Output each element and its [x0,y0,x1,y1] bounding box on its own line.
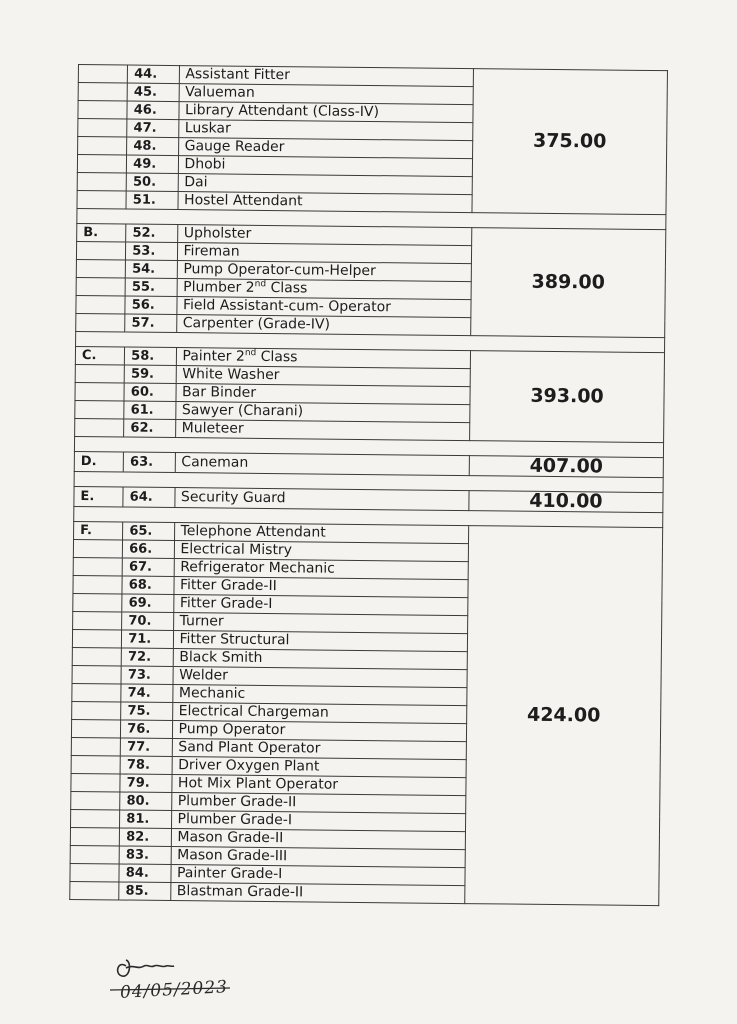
serial-number-cell: 65. [123,522,174,541]
serial-number-cell: 53. [126,242,177,261]
group-letter-cell [73,593,122,612]
group-letter-cell [73,557,122,576]
designation-cell: Fireman [177,243,472,264]
group-letter-cell [78,119,127,138]
designation-superscript: nd [244,348,257,359]
group-letter-cell [73,575,122,594]
group-letter-cell [76,277,125,296]
serial-number-cell: 72. [121,648,172,667]
serial-number-cell: 74. [121,684,172,703]
group-letter-cell: D. [74,451,123,472]
serial-number-cell: 50. [126,173,177,192]
designation-cell: Electrical Chargeman [172,703,467,724]
daily-rate-cell: 375.00 [472,69,667,215]
group-letter-cell [72,683,121,702]
designation-cell: Black Smith [173,649,468,670]
serial-number-cell: 71. [122,630,173,649]
group-letter-cell [76,313,125,332]
group-letter-cell [78,83,127,102]
group-letter-cell [72,629,121,648]
group-letter-cell: B. [77,223,126,242]
designation-cell: Library Attendant (Class-IV) [178,102,473,123]
daily-rate-cell: 410.00 [469,491,663,513]
serial-number-cell: 81. [120,810,171,829]
group-letter-cell [73,611,122,630]
group-letter-cell [75,400,124,419]
designation-cell: Electrical Mistry [174,541,469,562]
designation-cell: Sand Plant Operator [172,739,467,760]
serial-number-cell: 79. [120,774,171,793]
designation-cell: Valueman [179,84,474,105]
serial-number-cell: 47. [127,119,178,138]
designation-cell: Hot Mix Plant Operator [171,775,466,796]
serial-number-cell: 63. [123,452,174,473]
serial-number-cell: 54. [126,260,177,279]
group-letter-cell [71,791,120,810]
designation-cell: Plumber Grade-I [171,811,466,832]
serial-number-cell: 62. [124,419,175,438]
group-letter-cell: C. [75,346,124,365]
serial-number-cell: 75. [121,702,172,721]
serial-number-cell: 51. [126,191,177,210]
designation-cell: White Washer [176,366,471,387]
group-letter-cell [70,827,119,846]
designation-cell: Field Assistant-cum- Operator [176,297,471,318]
designation-superscript: nd [254,279,267,290]
daily-rate-cell: 389.00 [471,228,666,338]
serial-number-cell: 80. [120,792,171,811]
designation-cell: Mason Grade-II [171,829,466,850]
serial-number-cell: 45. [127,83,178,102]
group-letter-cell [76,295,125,314]
designation-text: Painter 2 [182,348,245,365]
group-letter-cell [71,755,120,774]
serial-number-cell: 82. [120,828,171,847]
serial-number-cell: 46. [127,101,178,120]
designation-cell: Bar Binder [175,384,470,405]
signature-date: 04/05/2023 [119,977,229,1003]
group-letter-cell [72,665,121,684]
group-letter-cell [75,382,124,401]
group-letter-cell [78,101,127,120]
designation-cell: Painter Grade-I [170,865,465,886]
designation-cell: Gauge Reader [178,138,473,159]
daily-rate-cell: 424.00 [465,526,663,906]
wage-rate-table-body [70,65,668,906]
designation-cell: Muleteer [175,420,470,441]
group-letter-cell [78,65,127,84]
group-letter-cell [72,647,121,666]
designation-cell: Sawyer (Charani) [175,402,470,423]
designation-cell: Pump Operator-cum-Helper [177,261,472,282]
group-letter-cell [72,701,121,720]
group-letter-cell [70,845,119,864]
serial-number-cell: 55. [125,278,176,297]
serial-number-cell: 73. [121,666,172,685]
group-letter-cell: E. [74,486,123,507]
group-letter-cell [76,241,125,260]
designation-cell: Caneman [175,453,470,476]
serial-number-cell: 69. [122,594,173,613]
serial-number-cell: 52. [126,224,177,243]
designation-cell: Carpenter (Grade-IV) [176,315,471,336]
designation-cell: Mason Grade-III [171,847,466,868]
signature-block [104,954,254,1014]
group-letter-cell [75,418,124,437]
designation-cell [177,279,472,300]
serial-number-cell: 84. [119,864,170,883]
group-letter-cell [71,719,120,738]
designation-cell: Assistant Fitter [179,66,474,87]
serial-number-cell: 67. [122,558,173,577]
serial-number-cell: 60. [124,383,175,402]
designation-cell: Fitter Grade-I [173,595,468,616]
group-letter-cell [70,881,119,900]
group-letter-cell [70,863,119,882]
serial-number-cell: 85. [119,882,170,901]
designation-cell: Welder [173,667,468,688]
group-letter-cell [73,539,122,558]
group-letter-cell [75,364,124,383]
serial-number-cell: 57. [125,314,176,333]
serial-number-cell: 49. [127,155,178,174]
group-letter-cell [71,809,120,828]
serial-number-cell: 58. [125,347,176,366]
designation-cell: Fitter Grade-II [173,577,468,598]
group-letter-cell [76,259,125,278]
designation-cell: Mechanic [172,685,467,706]
designation-cell: Refrigerator Mechanic [174,559,469,580]
designation-cell: Driver Oxygen Plant [172,757,467,778]
serial-number-cell: 70. [122,612,173,631]
designation-cell [176,348,471,369]
designation-cell: Security Guard [174,488,469,511]
designation-cell: Fitter Structural [173,631,468,652]
designation-text: Plumber 2 [183,279,255,296]
designation-cell: Plumber Grade-II [171,793,466,814]
designation-text-tail: Class [256,348,298,366]
designation-cell: Blastman Grade-II [170,883,465,904]
group-letter-cell [78,137,127,156]
group-letter-cell [71,737,120,756]
designation-cell: Dhobi [178,156,473,177]
serial-number-cell: 44. [128,65,179,84]
daily-rate-cell: 393.00 [470,351,665,443]
serial-number-cell: 56. [125,296,176,315]
designation-cell: Pump Operator [172,721,467,742]
wage-rate-table [69,64,668,906]
serial-number-cell: 76. [121,720,172,739]
serial-number-cell: 59. [124,365,175,384]
serial-number-cell: 64. [123,487,174,508]
daily-rate-cell: 407.00 [469,456,663,478]
designation-cell: Luskar [178,120,473,141]
group-letter-cell [71,773,120,792]
serial-number-cell: 83. [119,846,170,865]
serial-number-cell: 66. [123,540,174,559]
serial-number-cell: 77. [121,738,172,757]
serial-number-cell: 48. [127,137,178,156]
designation-text-tail: Class [265,279,308,297]
group-letter-cell: F. [74,521,123,540]
serial-number-cell: 61. [124,401,175,420]
group-letter-cell [77,172,126,191]
serial-number-cell: 78. [120,756,171,775]
group-letter-cell [77,190,126,209]
designation-cell: Hostel Attendant [177,192,472,213]
group-letter-cell [77,155,126,174]
designation-cell: Turner [173,613,468,634]
designation-cell: Telephone Attendant [174,523,469,544]
designation-cell: Dai [178,174,473,195]
designation-cell: Upholster [177,225,472,246]
serial-number-cell: 68. [122,576,173,595]
